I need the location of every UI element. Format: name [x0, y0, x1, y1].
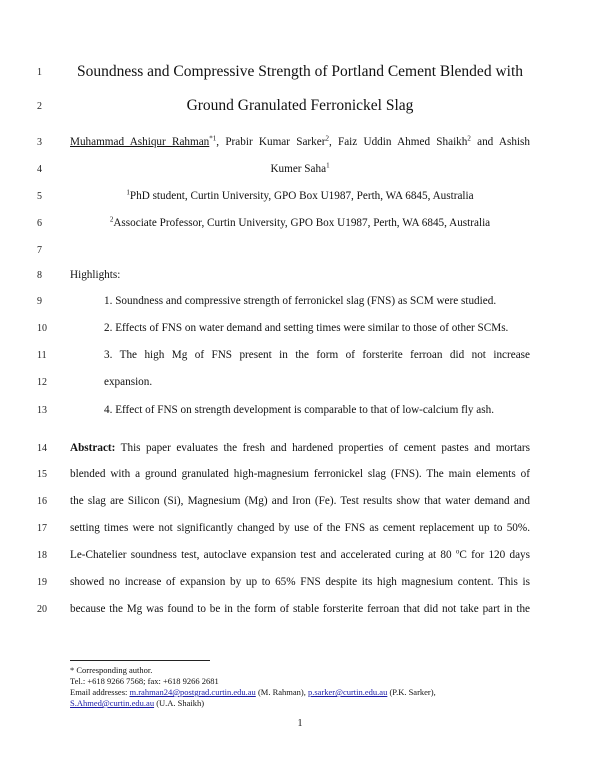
- highlight-item: 2. Effects of FNS on water demand and setting times were similar to those of other SCMs.: [104, 322, 509, 334]
- line-number: 17: [37, 523, 47, 534]
- abstract-line: Le-Chatelier soundness test, autoclave expansion test and accelerated curing at 80 $^o$C for 120 days: [70, 547, 530, 561]
- line-number: 13: [37, 405, 47, 416]
- line-number: 9: [37, 296, 42, 307]
- highlight-item: 4. Effect of FNS on strength development is comparable to that of low-calcium fly ash.: [104, 404, 495, 416]
- abstract-line: setting times were not significantly changed by use of the FNS as cement replacement up to 50%.: [70, 522, 530, 534]
- abstract-line: the slag are Silicon (Si), Magnesium (Mg) and Iron (Fe). Test results show that water demand and: [70, 495, 530, 507]
- abstract-line: showed no increase of expansion by up to 65% FNS despite its high magnesium content. This is: [70, 576, 530, 588]
- line-number: 15: [37, 469, 47, 480]
- line-number: 8: [37, 270, 42, 281]
- email-link[interactable]: m.rahman24@postgrad.curtin.edu.au: [129, 687, 256, 697]
- line-number: 7: [37, 245, 42, 256]
- footnote-divider: [70, 660, 210, 661]
- line-number: 12: [37, 377, 47, 388]
- line-number: 19: [37, 577, 47, 588]
- author-line: Muhammad Ashiqur Rahman$^{*1}$, Prabir Kumar Sarker$^2$, Faiz Uddin Ahmed Shaikh$^2$ and Ashish: [70, 134, 530, 148]
- highlight-item: 3. The high Mg of FNS present in the form of forsterite ferroan did not increase: [104, 349, 530, 361]
- author-line-2: Kumer Saha$^1$: [270, 161, 330, 175]
- line-number: 4: [37, 164, 42, 175]
- affiliation-1: $^1$PhD student, Curtin University, GPO Box U1987, Perth, WA 6845, Australia: [126, 188, 474, 202]
- line-number: 6: [37, 218, 42, 229]
- highlight-item: 1. Soundness and compressive strength of ferronickel slag (FNS) as SCM were studied.: [104, 295, 497, 307]
- footnote-emails-2: S.Ahmed@curtin.edu.au (U.A. Shaikh): [70, 698, 205, 708]
- line-number: 10: [37, 323, 47, 334]
- abstract-line: blended with a ground granulated high-magnesium ferronickel slag (FNS). The main elements of: [70, 468, 530, 480]
- footnote-emails: Email addresses: m.rahman24@postgrad.curtin.edu.au (M. Rahman), p.sarker@curtin.edu.au (P.K. Sarker),: [70, 687, 436, 697]
- line-number: 2: [37, 101, 42, 112]
- paper-title-line-1: Soundness and Compressive Strength of Portland Cement Blended with: [76, 63, 523, 80]
- author-corresponding: Muhammad Ashiqur Rahman: [70, 136, 210, 148]
- highlights-heading: Highlights:: [70, 269, 121, 281]
- abstract-line: because the Mg was found to be in the form of stable forsterite ferroan that did not take part in the: [70, 603, 530, 615]
- abstract-line: Abstract: This paper evaluates the fresh and hardened properties of cement pastes and mortars: [70, 442, 530, 454]
- paper-title-line-2: Ground Granulated Ferronickel Slag: [186, 97, 414, 114]
- email-link[interactable]: S.Ahmed@curtin.edu.au: [70, 698, 155, 708]
- line-number: 1: [37, 67, 42, 78]
- line-number: 11: [37, 350, 47, 361]
- footnote-corresponding: * Corresponding author.: [70, 665, 153, 675]
- abstract-label: Abstract:: [70, 442, 116, 454]
- line-number: 16: [37, 496, 47, 507]
- email-link[interactable]: p.sarker@curtin.edu.au: [307, 687, 388, 697]
- line-number: 20: [37, 604, 47, 615]
- line-number: 5: [37, 191, 42, 202]
- line-number: 18: [37, 550, 47, 561]
- line-number: 3: [37, 137, 42, 148]
- affiliation-2: $^2$Associate Professor, Curtin University, GPO Box U1987, Perth, WA 6845, Australia: [109, 215, 491, 229]
- page-number: 1: [297, 718, 303, 729]
- footnote-phone: Tel.: +618 9266 7568; fax: +618 9266 2681: [70, 676, 219, 686]
- highlight-item-continued: expansion.: [104, 376, 153, 388]
- line-number: 14: [37, 443, 47, 454]
